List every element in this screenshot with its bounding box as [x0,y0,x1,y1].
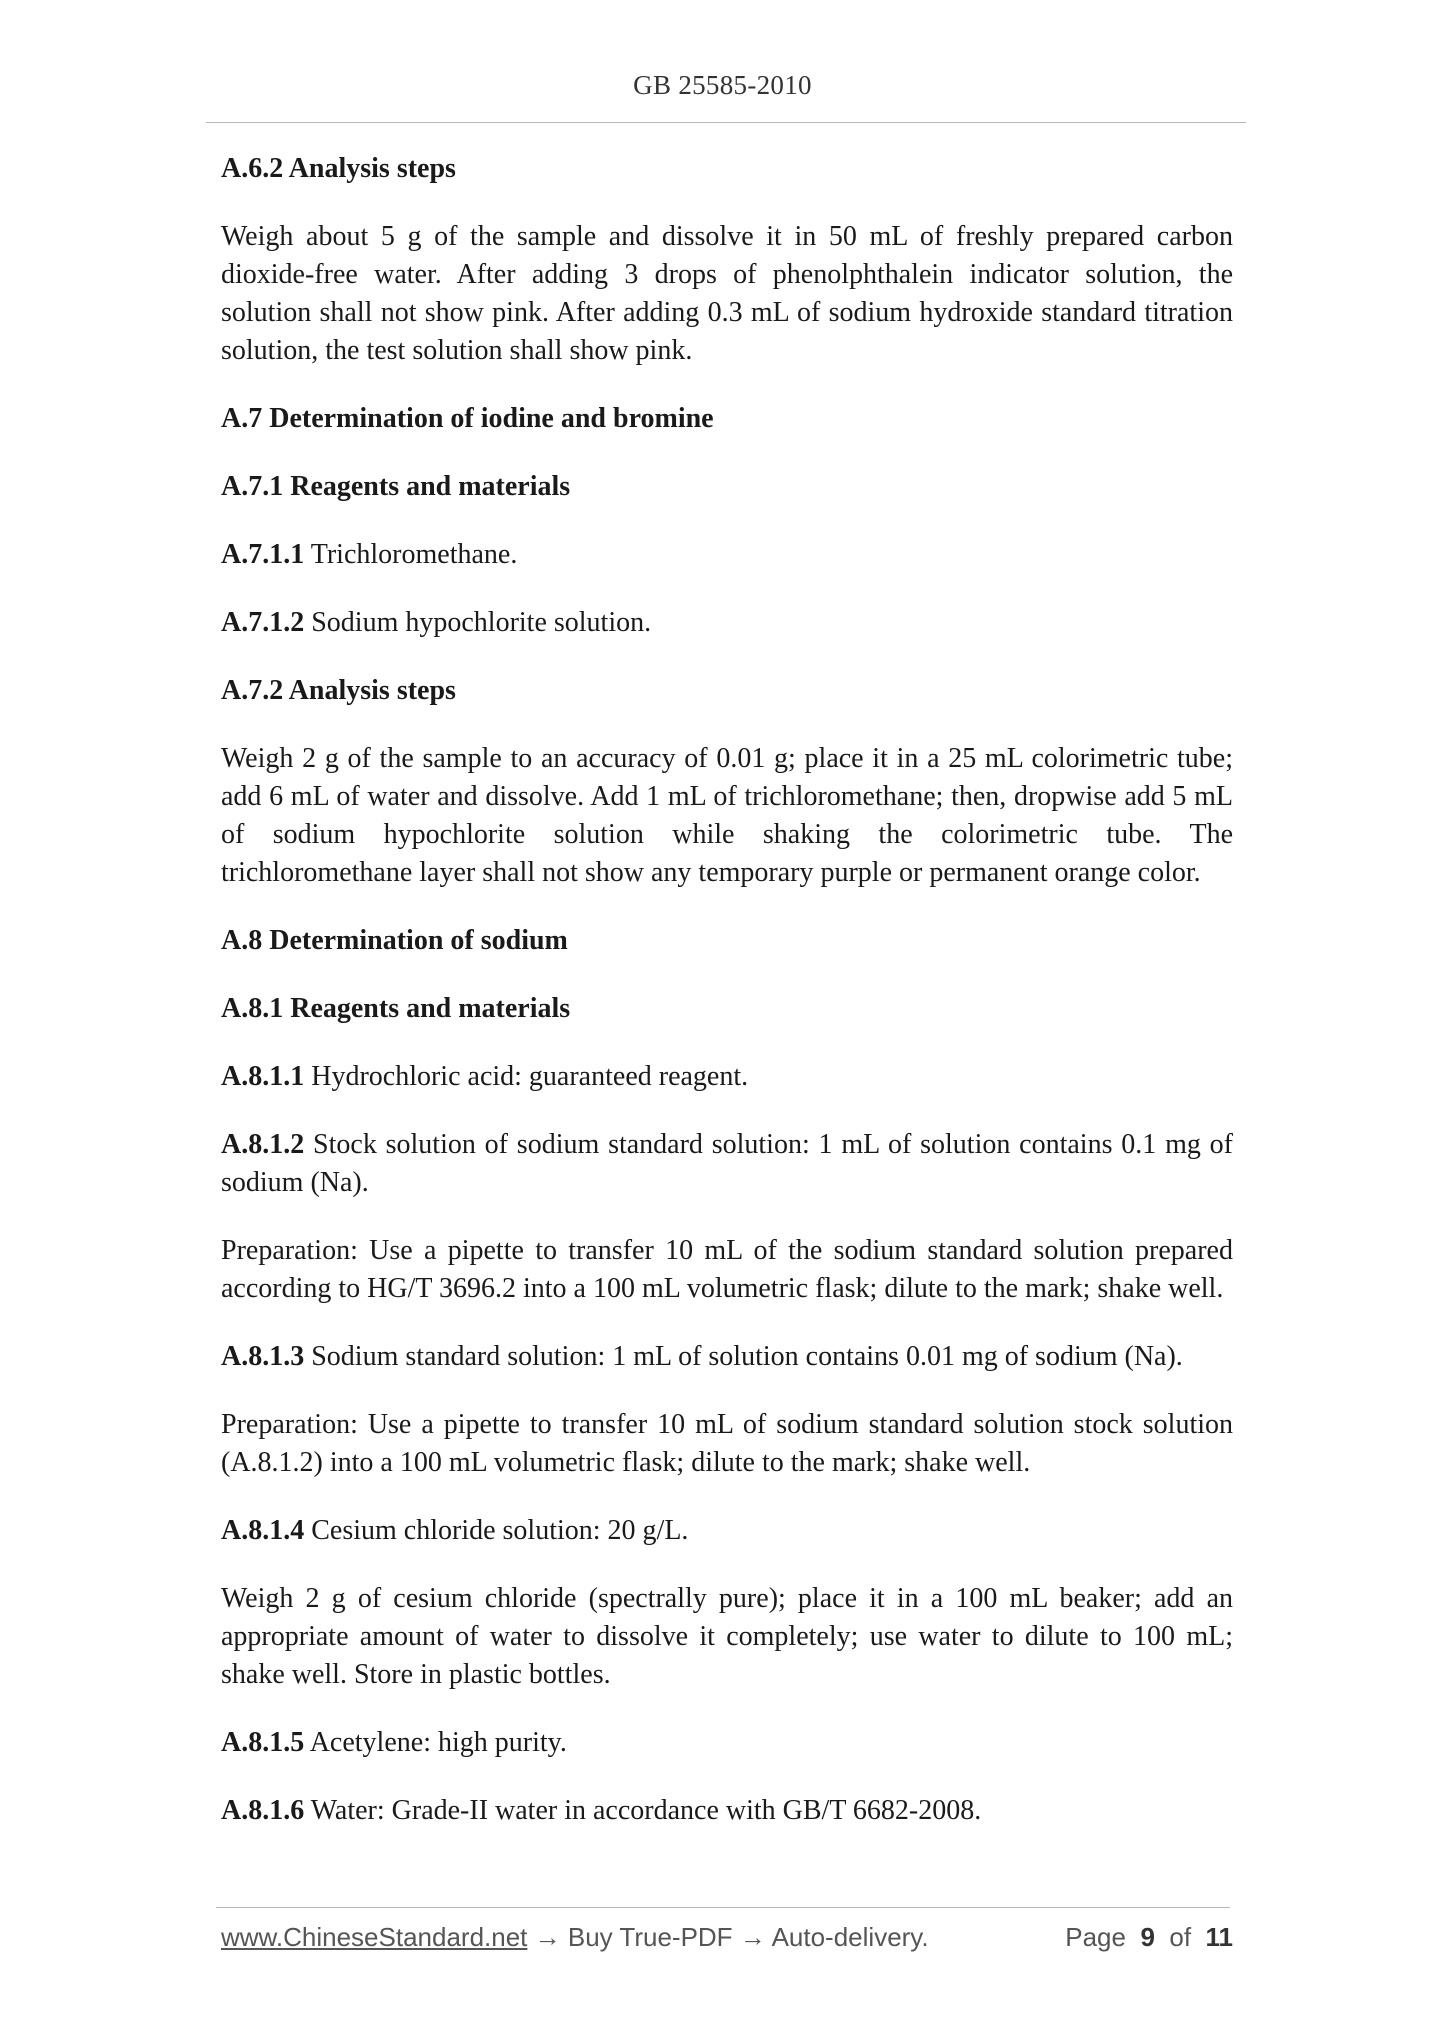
section-heading: A.8.1 Reagents and materials [221,993,571,1024]
clause-text: Trichloromethane. [310,539,518,570]
clause-number: A.8.1.1 [221,1061,305,1092]
clause-number: A.8.1.5 [221,1727,305,1758]
document-body [221,150,1233,1860]
section-heading: A.7.2 Analysis steps [221,675,456,706]
page-footer [221,1922,1233,1958]
clause [221,1512,1233,1550]
paragraph: Weigh 2 g of cesium chloride (spectrally pure); place it in a 100 mL beaker; add an appropriate amount of water to dissolve it completely; use water to dilute to 100 mL; shake well. Store in plastic bottles. [221,1583,1233,1690]
current-page-number: 9 [1140,1922,1155,1952]
total-pages-number: 11 [1205,1922,1233,1952]
section-heading: A.7 Determination of iodine and bromine [221,403,714,434]
website-link[interactable]: www.ChineseStandard.net [221,1922,528,1952]
clause [221,1724,1233,1762]
page-indicator [1065,1922,1233,1953]
section-heading: A.8 Determination of sodium [221,925,568,956]
clause-number: A.8.1.2 [221,1129,305,1160]
clause-number: A.8.1.6 [221,1795,305,1826]
footer-promo [221,1922,929,1953]
clause-number: A.8.1.3 [221,1341,305,1372]
clause [221,1126,1233,1202]
clause [221,1338,1233,1376]
clause-text: Sodium hypochlorite solution. [311,607,652,638]
footer-promo-text: → Buy True-PDF → Auto-delivery. [527,1922,929,1952]
clause-number: A.8.1.4 [221,1515,305,1546]
clause-text: Hydrochloric acid: guaranteed reagent. [311,1061,749,1092]
clause-text: Cesium chloride solution: 20 g/L. [311,1515,689,1546]
paragraph: Weigh 2 g of the sample to an accuracy of 0.01 g; place it in a 25 mL colorimetric tube; add 6 mL of water and dissolve. Add 1 mL of trichloromethane; then, dropwise add 5 mL of sodium hypochlorite solution while shaking the colorimetric tube. The trichloromethane layer shall not show any temporary purple or permanent orange color. [221,743,1233,888]
page-header-title: GB 25585-2010 [633,70,812,100]
clause-text: Sodium standard solution: 1 mL of solution contains 0.01 mg of sodium (Na). [311,1341,1183,1372]
clause-text: Acetylene: high purity. [309,1727,567,1758]
clause [221,1792,1233,1830]
paragraph: Preparation: Use a pipette to transfer 10 mL of the sodium standard solution prepared according to HG/T 3696.2 into a 100 mL volumetric flask; dilute to the mark; shake well. [221,1235,1233,1304]
clause-number: A.7.1.1 [221,539,305,570]
paragraph: Weigh about 5 g of the sample and dissolve it in 50 mL of freshly prepared carbon dioxide-free water. After adding 3 drops of phenolphthalein indicator solution, the solution shall not show pink. After adding 0.3 mL of sodium hydroxide standard titration solution, the test solution shall show pink. [221,221,1233,366]
clause [221,536,1233,574]
clause-text: Stock solution of sodium standard solution: 1 mL of solution contains 0.1 mg of sodium (Na). [221,1129,1234,1198]
page-label: Page [1065,1922,1126,1952]
header-divider [206,122,1246,123]
clause-text: Water: Grade-II water in accordance with GB/T 6682-2008. [310,1795,982,1826]
paragraph: Preparation: Use a pipette to transfer 10 mL of sodium standard solution stock solution (A.8.1.2) into a 100 mL volumetric flask; dilute to the mark; shake well. [221,1409,1233,1478]
section-heading: A.7.1 Reagents and materials [221,471,571,502]
of-label: of [1169,1922,1192,1952]
clause-number: A.7.1.2 [221,607,305,638]
clause [221,1058,1233,1096]
footer-divider [216,1907,1230,1908]
clause [221,604,1233,642]
section-heading: A.6.2 Analysis steps [221,153,456,184]
